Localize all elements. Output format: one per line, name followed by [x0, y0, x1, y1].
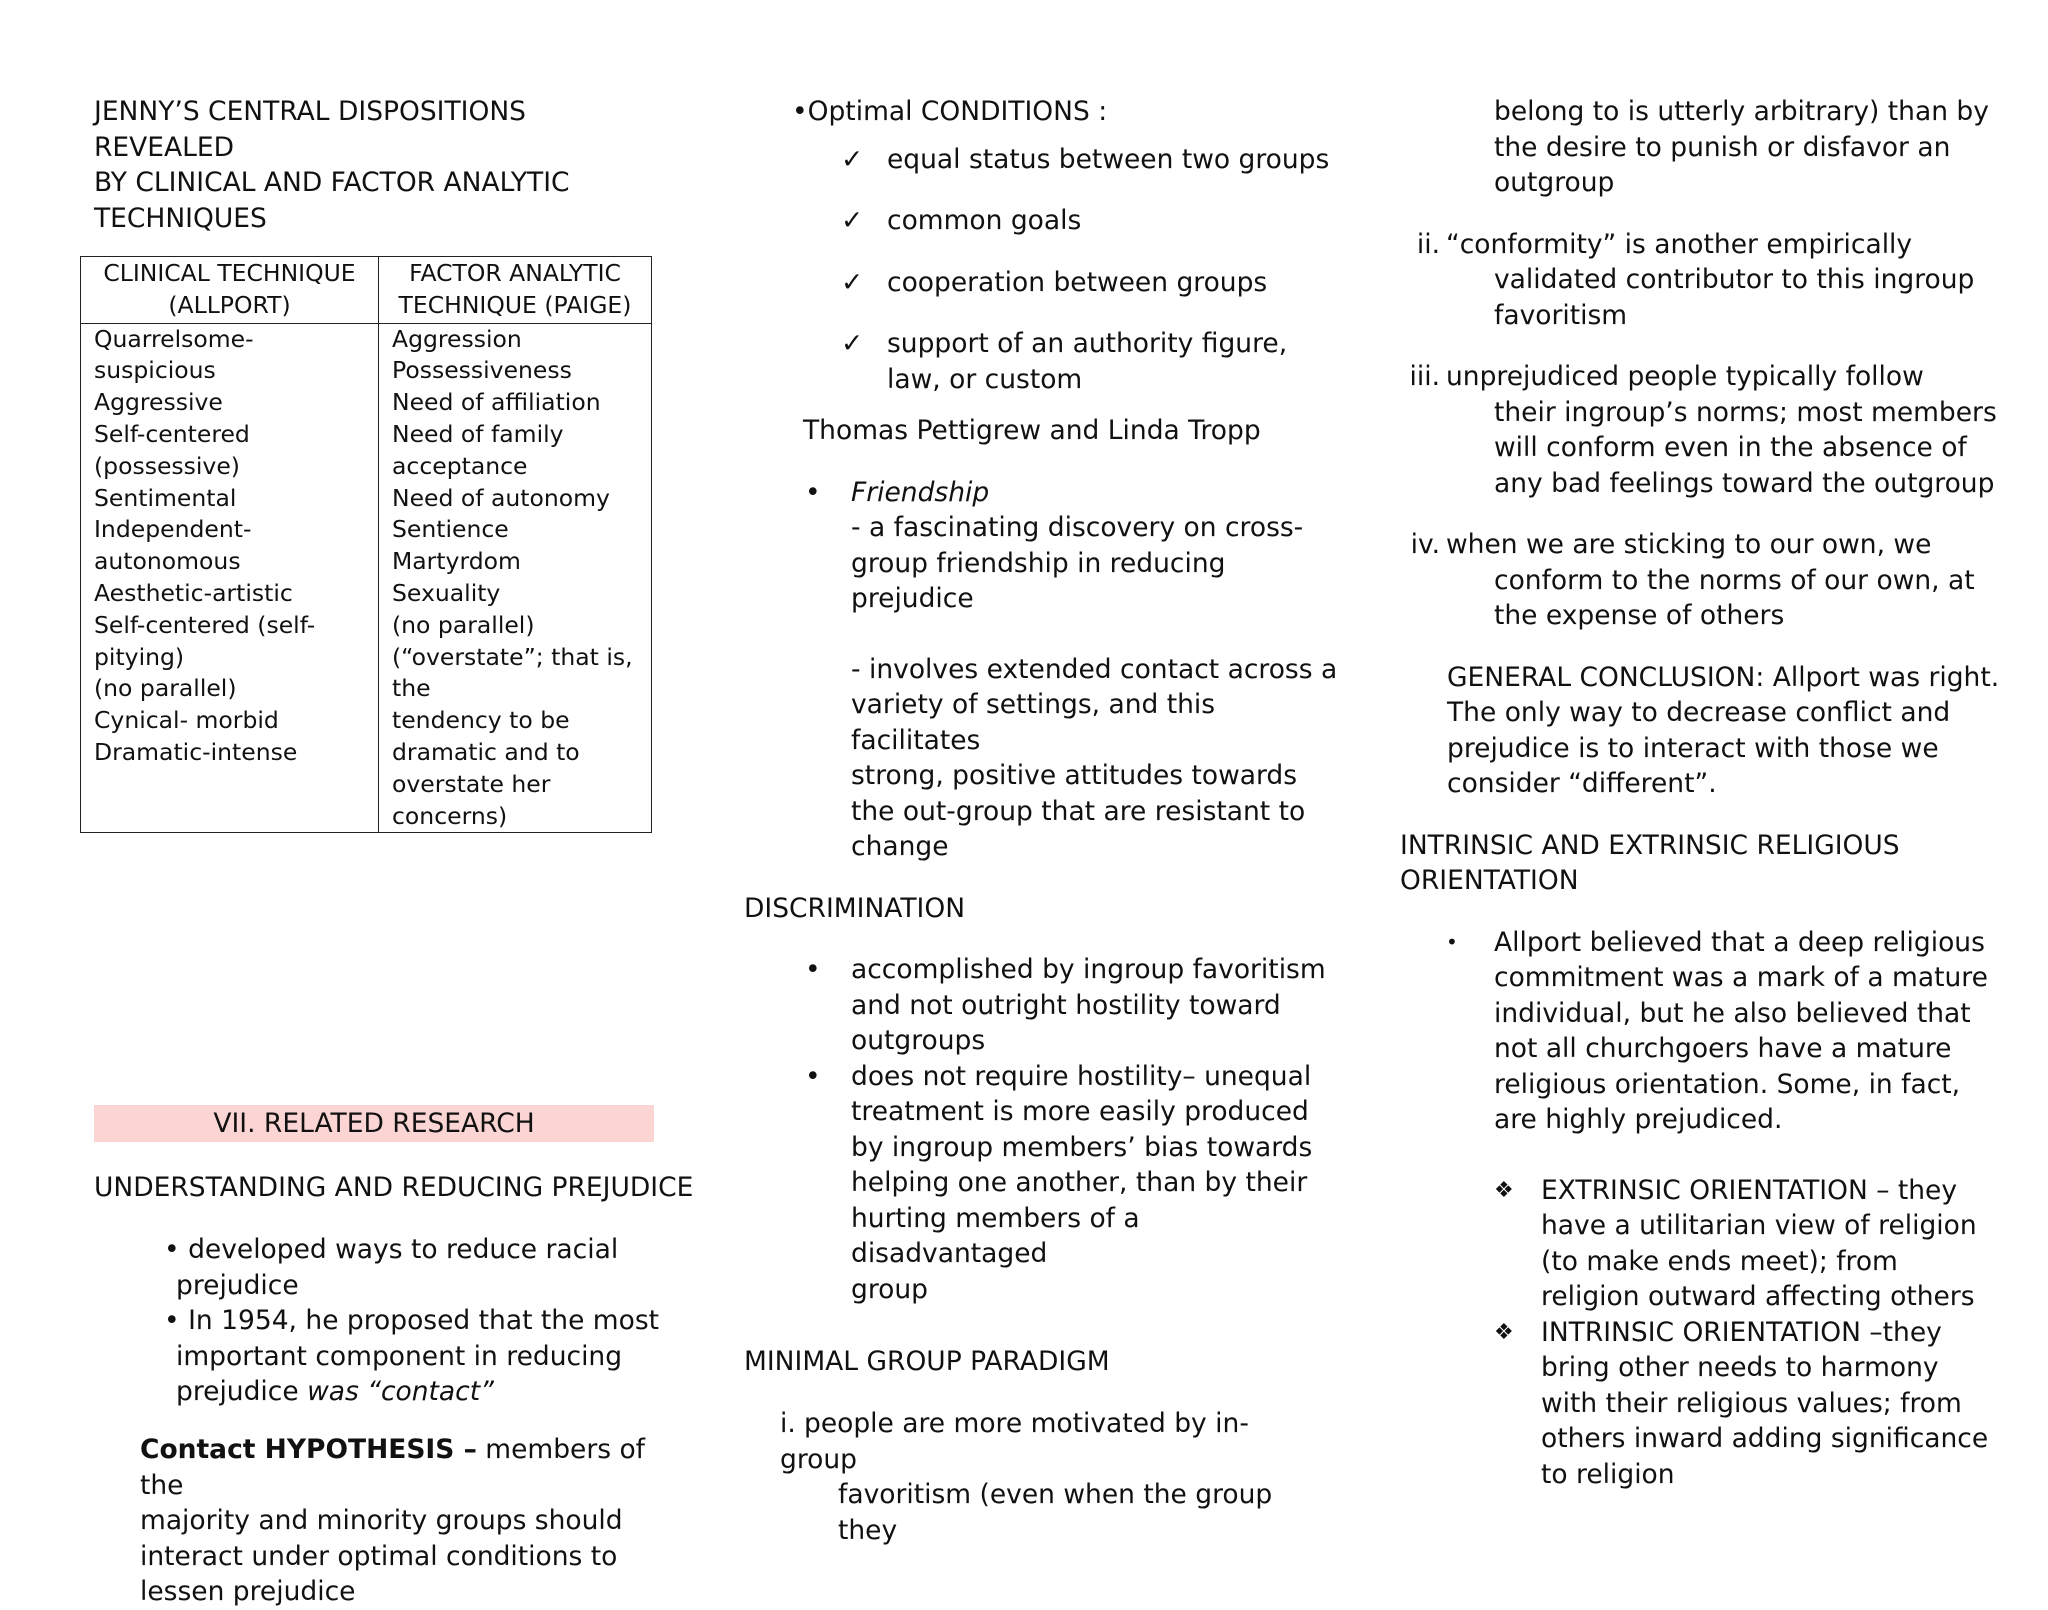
list-item: iii. unprejudiced people typically follow their ingroup’s norms; most members will conform even in the absence of any bad feelings toward the outgroup — [1409, 361, 1997, 499]
checkmark-icon: ✓ — [841, 328, 864, 359]
bullet-icon: • — [1446, 929, 1458, 954]
development-list — [140, 1232, 660, 1410]
list-item: i. people are more motivated by in-group favoritism (even when the group they — [780, 1408, 1273, 1546]
list-item: • In 1954, he proposed that the most important component in reducing prejudice was “contact” — [140, 1303, 660, 1410]
list-item: ❖ INTRINSIC ORIENTATION –they bring other needs to harmony with their religious values; from others inward adding significance to religion — [1494, 1316, 1989, 1490]
list-item: • Allport believed that a deep religious commitment was a mark of a mature individual, but he also believed that not all churchgoers have a mature religious orientation. Some, in fact, are highly prejudiced. — [1446, 926, 1988, 1135]
orientation-list — [1494, 1173, 2020, 1493]
general-conclusion: GENERAL CONCLUSION: Allport was right. The only way to decrease conflict and prejudice is to interact with those we consider “different”. — [1447, 661, 2000, 799]
continued-text: belong to is utterly arbitrary) than by the desire to punish or disfavor an outgroup — [1494, 96, 1989, 198]
clinical-cell: Quarrelsome- suspicious Aggressive Self-centered (possessive) Sentimental Independent- autonomous Aesthetic-artistic Self-centered (self- pitying) (no parallel) Cynical- morbid Dramatic-intense — [81, 323, 379, 833]
contact-hypothesis-term: Contact HYPOTHESIS – — [140, 1434, 477, 1465]
list-item: • accomplished by ingroup favoritism and not outright hostility toward outgroups — [805, 954, 1326, 1056]
bullet-icon: • — [805, 476, 821, 508]
religious-orientation-heading: INTRINSIC AND EXTRINSIC RELIGIOUS ORIENTATION — [1400, 829, 1900, 896]
discrimination-heading: DISCRIMINATION — [744, 892, 966, 924]
related-research-banner: VII. RELATED RESEARCH — [94, 1105, 654, 1142]
dispositions-heading: JENNY’S CENTRAL DISPOSITIONS REVEALED BY CLINICAL AND FACTOR ANALYTIC TECHNIQUES — [94, 96, 570, 234]
discrimination-list — [805, 952, 1344, 1307]
bullet-icon: • — [805, 954, 821, 985]
checkmark-icon: ✓ — [841, 266, 864, 298]
diamond-bullet-icon: ❖ — [1494, 1177, 1514, 1203]
optimal-conditions-list — [841, 142, 1344, 398]
list-item: • does not require hostility– unequal treatment is more easily produced by ingroup members’ bias towards helping one another, than by their hurting members of a disadvantaged group — [805, 1060, 1313, 1305]
list-item: iv. when we are sticking to our own, we conform to the norms of our own, at the expense of others — [1410, 529, 1975, 631]
list-item: ii. “conformity” is another empirically validated contributor to this ingroup favoritism — [1416, 228, 1975, 331]
column-left — [94, 94, 694, 1607]
table-row — [81, 323, 652, 833]
list-item: ✓ common goals — [841, 203, 1344, 239]
optimal-conditions-title: •Optimal CONDITIONS : — [792, 96, 1108, 127]
understanding-heading: UNDERSTANDING AND REDUCING PREJUDICE — [94, 1172, 694, 1203]
list-item: ❖ EXTRINSIC ORIENTATION – they have a utilitarian view of religion (to make ends meet); from religion outward affecting others — [1494, 1174, 1977, 1312]
header-factor: FACTOR ANALYTIC TECHNIQUE (PAIGE) — [379, 257, 652, 324]
column-middle — [744, 94, 1344, 1546]
diamond-bullet-icon: ❖ — [1494, 1319, 1514, 1345]
checkmark-icon: ✓ — [841, 143, 864, 175]
header-clinical: CLINICAL TECHNIQUE (ALLPORT) — [81, 257, 379, 324]
minimal-group-paradigm-heading: MINIMAL GROUP PARADIGM — [744, 1346, 1110, 1377]
list-item: • developed ways to reduce racial prejudice — [140, 1232, 660, 1303]
bullet-icon: • — [805, 1060, 821, 1092]
contact-hypothesis: Contact HYPOTHESIS – members of the majority and minority groups should interact under optimal conditions to lessen prejudice — [140, 1434, 646, 1607]
list-item: ✓ equal status between two groups — [841, 142, 1344, 178]
list-item: ✓ cooperation between groups — [841, 265, 1344, 301]
dispositions-table — [80, 256, 652, 833]
friendship-item: • Friendship - a fascinating discovery on cross- group friendship in reducing prejudice - involves extended contact across a variety of settings, and this facilitates strong, positive attitudes towards the out-group that are resistant to change — [805, 476, 1338, 862]
table-header-row — [81, 257, 652, 324]
factor-cell: Aggression Possessiveness Need of affiliation Need of family acceptance Need of autonomy Sentience Martyrdom Sexuality (no parallel) (“overstate”; that is, the tendency to be dramatic and to overstate her concerns) — [379, 323, 652, 833]
checkmark-icon: ✓ — [841, 205, 864, 236]
list-item: ✓ support of an authority figure, law, or custom — [841, 328, 1288, 395]
column-right — [1400, 94, 2020, 1492]
researchers-line: Thomas Pettigrew and Linda Tropp — [803, 415, 1261, 446]
